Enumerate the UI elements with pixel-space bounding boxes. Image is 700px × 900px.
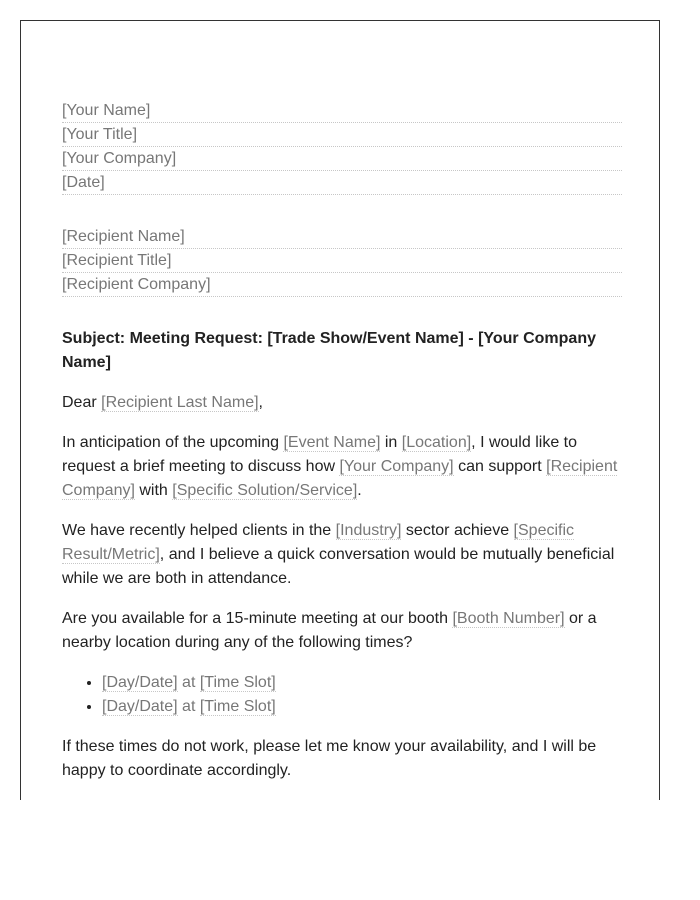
recipient-company-field[interactable]: [Recipient Company]: [62, 273, 622, 297]
paragraph-intro: [62, 431, 622, 503]
time-slot-list: [62, 671, 622, 719]
p1-text-1: In anticipation of the upcoming: [62, 434, 280, 451]
greeting: [62, 391, 622, 415]
booth-number-placeholder[interactable]: [Booth Number]: [452, 610, 565, 627]
recipient-block: [62, 225, 622, 297]
p1-text-2: in: [384, 434, 398, 451]
sender-block: [62, 99, 622, 195]
sender-name-field[interactable]: [Your Name]: [62, 99, 622, 123]
paragraph-closing: If these times do not work, please let me know your availability, and I will be happy to coordinate accordingly.: [62, 738, 597, 779]
solution-placeholder[interactable]: [Specific Solution/Service]: [172, 482, 358, 499]
p2-text-3: , and I believe a quick conversation would be mutually beneficial while we are both in attendance.: [62, 546, 615, 587]
recipient-title-field[interactable]: [Recipient Title]: [62, 249, 622, 273]
time-slot-separator: at: [182, 674, 196, 691]
p1-text-6: .: [357, 482, 362, 499]
p1-text-5: with: [139, 482, 168, 499]
time-slot-item: [102, 695, 622, 719]
sender-title-field[interactable]: [Your Title]: [62, 123, 622, 147]
day-date-placeholder[interactable]: [Day/Date]: [102, 674, 178, 691]
greeting-suffix: ,: [258, 394, 263, 411]
letter-content: [62, 99, 622, 783]
paragraph-availability: [62, 607, 622, 655]
location-placeholder[interactable]: [Location]: [401, 434, 472, 451]
subject-line: Subject: Meeting Request: [Trade Show/Event Name] - [Your Company Name]: [62, 330, 596, 371]
your-company-placeholder[interactable]: [Your Company]: [339, 458, 454, 475]
date-field[interactable]: [Date]: [62, 171, 622, 195]
time-slot-placeholder[interactable]: [Time Slot]: [199, 674, 276, 691]
p3-text-2: or a nearby location during any of the following times?: [62, 610, 597, 651]
event-name-placeholder[interactable]: [Event Name]: [283, 434, 381, 451]
time-slot-placeholder[interactable]: [Time Slot]: [199, 698, 276, 715]
greeting-prefix: Dear: [62, 394, 97, 411]
p1-text-3: , I would like to request a brief meeting to discuss how: [62, 434, 577, 475]
recipient-name-field[interactable]: [Recipient Name]: [62, 225, 622, 249]
time-slot-item: [102, 671, 622, 695]
p2-text-2: sector achieve: [405, 522, 510, 539]
letter-page: [20, 20, 660, 800]
p1-text-4: can support: [458, 458, 542, 475]
time-slot-separator: at: [182, 698, 196, 715]
p2-text-1: We have recently helped clients in the: [62, 522, 332, 539]
recipient-company-placeholder[interactable]: [Recipient Company]: [62, 458, 618, 499]
sender-company-field[interactable]: [Your Company]: [62, 147, 622, 171]
industry-placeholder[interactable]: [Industry]: [335, 522, 402, 539]
paragraph-results: [62, 519, 622, 591]
recipient-last-name-placeholder[interactable]: [Recipient Last Name]: [101, 394, 259, 411]
p3-text-1: Are you available for a 15-minute meeting at our booth: [62, 610, 449, 627]
result-metric-placeholder[interactable]: [Specific Result/Metric]: [62, 522, 575, 563]
day-date-placeholder[interactable]: [Day/Date]: [102, 698, 178, 715]
